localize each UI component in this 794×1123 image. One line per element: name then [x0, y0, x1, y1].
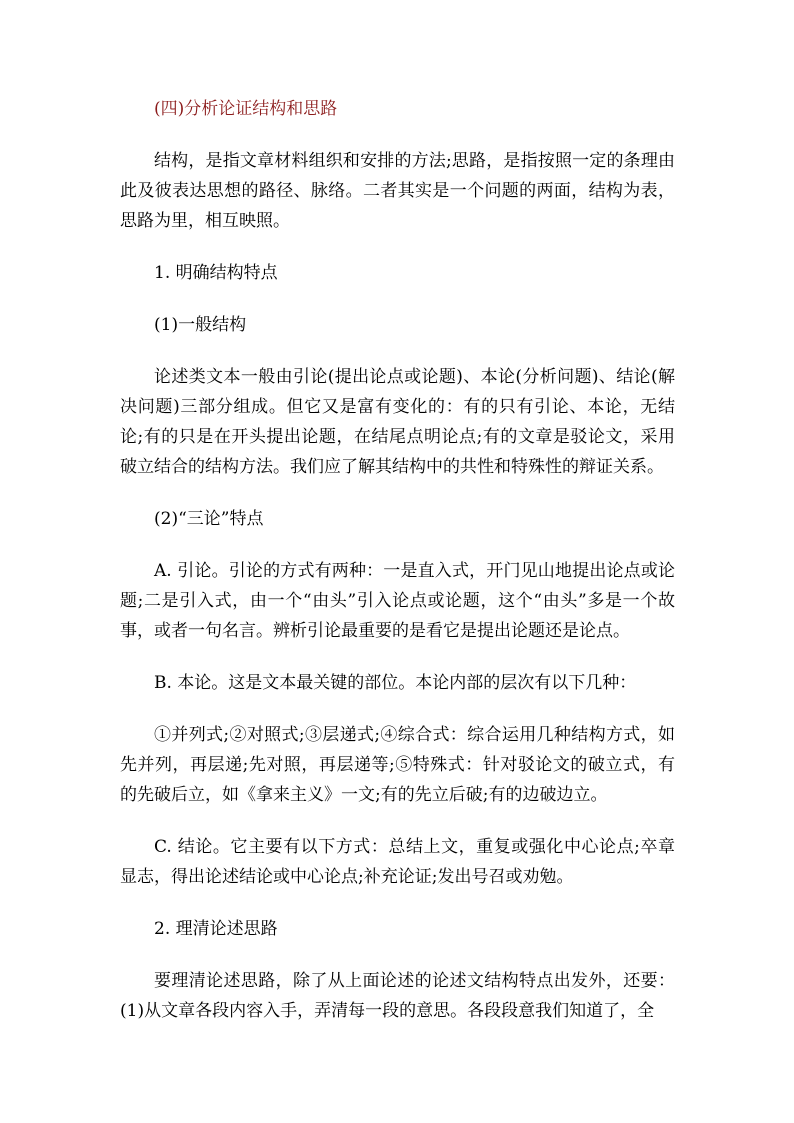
subheading-general-structure: (1)一般结构 — [154, 315, 247, 335]
paragraph-introduction: A. 引论。引论的方式有两种：一是直入式，开门见山地提出论点或论题;二是引入式，由一个“由头”引入论点或论题，这个“由头”多是一个故事，或者一句名言。辨析引论最重要的是看它是提出论题还是论点。 — [120, 561, 675, 641]
paragraph-structure-definition: 结构，是指文章材料组织和安排的方法;思路，是指按照一定的条理由此及彼表达思想的路径、脉络。二者其实是一个问题的两面，结构为表，思路为里，相互映照。 — [120, 151, 675, 231]
document-body — [120, 94, 675, 1048]
paragraph-conclusion: C. 结论。它主要有以下方式：总结上文，重复或强化中心论点;卒章显志，得出论述结论或中心论点;补充论证;发出号召或劝勉。 — [120, 837, 675, 887]
subheading-structure-features: 1. 明确结构特点 — [154, 263, 278, 283]
subheading-argument-logic: 2. 理清论述思路 — [154, 919, 278, 939]
paragraph-body: B. 本论。这是文本最关键的部位。本论内部的层次有以下几种： — [154, 673, 637, 693]
paragraph-general-structure: 论述类文本一般由引论(提出论点或论题)、本论(分析问题)、结论(解决问题)三部分组成。但它又是富有变化的：有的只有引论、本论，无结论;有的只是在开头提出论题，在结尾点明论点;有的文章是驳论文，采用破立结合的结构方法。我们应了解其结构中的共性和特殊性的辩证关系。 — [120, 367, 675, 477]
section-heading: (四)分析论证结构和思路 — [154, 99, 338, 119]
subheading-three-parts: (2)“三论”特点 — [154, 509, 264, 529]
paragraph-argument-logic: 要理清论述思路，除了从上面论述的论述文结构特点出发外，还要：(1)从文章各段内容入手，弄清每一段的意思。各段段意我们知道了，全 — [120, 971, 675, 1021]
paragraph-body-types: ①并列式;②对照式;③层递式;④综合式：综合运用几种结构方式，如先并列，再层递;先对照，再层递等;⑤特殊式：针对驳论文的破立式，有的先破后立，如《拿来主义》一文;有的先立后破;有的边破边立。 — [120, 725, 675, 805]
